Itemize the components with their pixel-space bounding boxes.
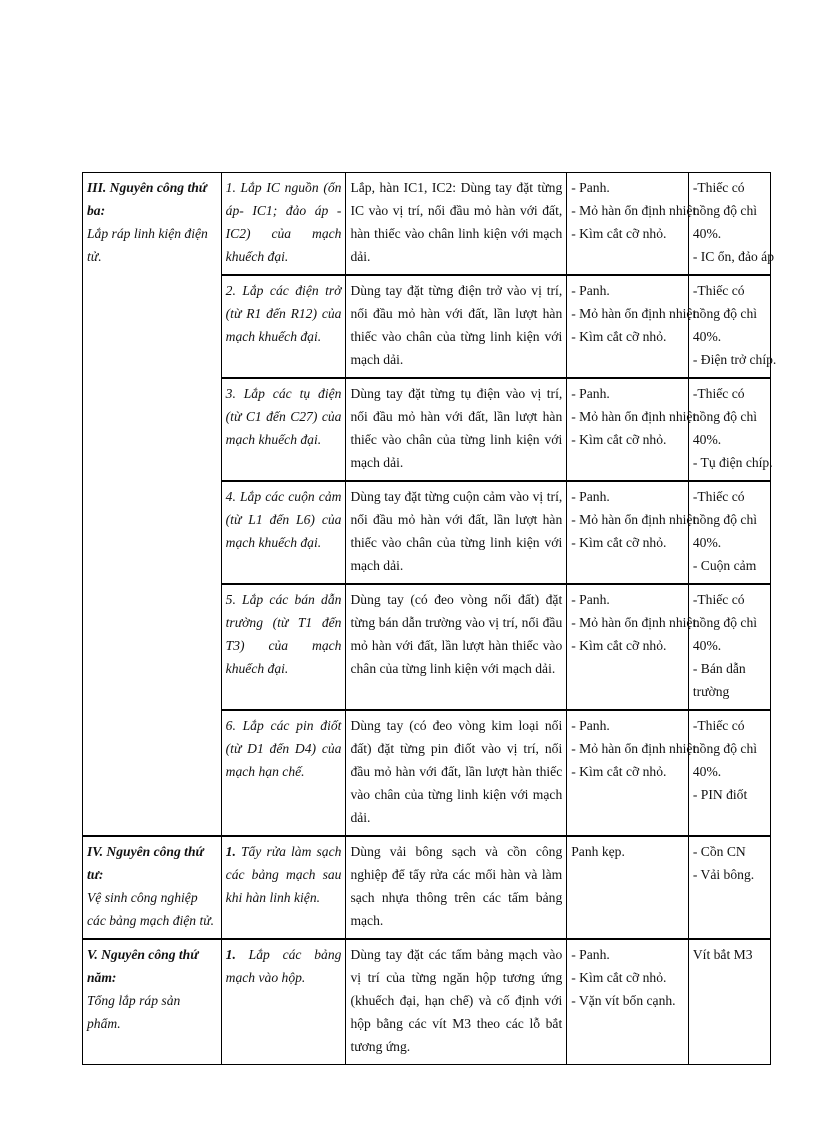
material-item: -Thiếc có nồng độ chì 40%.	[692, 489, 758, 550]
material-item: - IC ổn, đảo áp	[692, 249, 775, 264]
stage-title: V. Nguyên công thứ năm:	[87, 947, 199, 985]
step-cell	[221, 836, 346, 939]
tool-item: - Mỏ hàn ổn định nhiệt.	[571, 306, 700, 321]
tool-item: - Mỏ hàn ổn định nhiệt.	[571, 203, 700, 218]
description-cell: Dùng vải bông sạch và cồn công nghiệp để tẩy rửa các mối hàn và làm sạch nhựa thông trên các tấm bảng mạch.	[346, 836, 567, 939]
step-text: Lắp các bảng mạch vào hộp.	[225, 947, 342, 985]
materials-cell	[688, 275, 777, 378]
materials-cell	[688, 939, 770, 1065]
table-row	[83, 939, 771, 1065]
step-cell	[221, 939, 346, 1065]
stage-cell	[83, 939, 222, 1065]
tool-item: Panh kẹp.	[571, 844, 625, 859]
tool-item: - Vặn vít bốn cạnh.	[571, 993, 676, 1008]
description-cell: Lắp, hàn IC1, IC2: Dùng tay đặt từng IC vào vị trí, nối đầu mỏ hàn với đất, hàn thiếc vào chân linh kiện với mạch dải.	[346, 173, 567, 276]
tool-item: - Kìm cắt cỡ nhỏ.	[571, 432, 667, 447]
tool-item: - Kìm cắt cỡ nhỏ.	[571, 764, 667, 779]
tool-item: - Mỏ hàn ổn định nhiệt.	[571, 409, 700, 424]
material-item: - Tụ điện chíp.	[692, 455, 773, 470]
tool-item: - Panh.	[571, 947, 610, 962]
materials-cell	[688, 481, 770, 584]
tools-cell	[567, 584, 700, 710]
tool-item: - Panh.	[571, 180, 610, 195]
materials-cell	[688, 710, 770, 836]
tool-item: - Panh.	[571, 718, 610, 733]
process-table	[82, 172, 777, 1065]
tool-item: - Kìm cắt cỡ nhỏ.	[571, 535, 667, 550]
tools-cell	[567, 939, 689, 1065]
tool-item: - Mỏ hàn ổn định nhiệt.	[571, 741, 700, 756]
material-item: -Thiếc có nồng độ chì 40%.	[692, 180, 758, 241]
step-cell: 1. Lắp IC nguồn (ổn áp- IC1; đảo áp - IC2) của mạch khuếch đại.	[221, 173, 346, 276]
step-cell: 3. Lắp các tụ điện (từ C1 đến C27) của mạch khuếch đại.	[221, 378, 346, 481]
stage-cell	[83, 173, 222, 837]
material-item: - PIN điốt	[692, 787, 748, 802]
material-item: - Bán dẫn trường	[692, 661, 746, 699]
material-item: -Thiếc có nồng độ chì 40%.	[692, 386, 758, 447]
step-cell: 2. Lắp các điện trở (từ R1 đến R12) của mạch khuếch đại.	[221, 275, 346, 378]
tool-item: - Kìm cắt cỡ nhỏ.	[571, 329, 667, 344]
materials-cell	[688, 836, 770, 939]
stage-cell	[83, 836, 222, 939]
tool-item: - Kìm cắt cỡ nhỏ.	[571, 638, 667, 653]
description-cell: Dùng tay đặt từng điện trở vào vị trí, nối đầu mỏ hàn với đất, lần lượt hàn thiếc vào chân của từng linh kiện với mạch dải.	[346, 275, 567, 378]
tool-item: - Kìm cắt cỡ nhỏ.	[571, 226, 667, 241]
step-text: Tẩy rửa làm sạch các bảng mạch sau khi hàn linh kiện.	[225, 844, 342, 905]
materials-cell	[688, 173, 775, 276]
tool-item: - Mỏ hàn ổn định nhiệt.	[571, 512, 700, 527]
tool-item: - Panh.	[571, 489, 610, 504]
tools-cell	[567, 481, 700, 584]
stage-subtitle: Vệ sinh công nghiệp các bảng mạch điện tử.	[87, 890, 215, 928]
material-item: -Thiếc có nồng độ chì 40%.	[692, 283, 758, 344]
tool-item: - Panh.	[571, 386, 610, 401]
materials-cell	[688, 378, 773, 481]
table-row	[83, 173, 771, 276]
description-cell: Dùng tay đặt từng cuộn cảm vào vị trí, nối đầu mỏ hàn với đất, lần lượt hàn thiếc vào chân của từng linh kiện với mạch dải.	[346, 481, 567, 584]
material-item: - Điện trở chíp.	[692, 352, 777, 367]
stage-title: IV. Nguyên công thứ tư:	[87, 844, 204, 882]
tools-cell	[567, 378, 700, 481]
step-cell: 5. Lắp các bán dẫn trường (từ T1 đến T3) của mạch khuếch đại.	[221, 584, 346, 710]
description-cell: Dùng tay (có đeo vòng kim loại nối đất) đặt từng pin điốt vào vị trí, nối đầu mỏ hàn với đất, lần lượt hàn thiếc vào chân của từng linh kiện với mạch dải.	[346, 710, 567, 836]
material-item: - Cồn CN	[692, 844, 746, 859]
tool-item: - Panh.	[571, 592, 610, 607]
description-cell: Dùng tay đặt các tấm bảng mạch vào vị trí của từng ngăn hộp tương ứng (khuếch đại, hạn chế) và cố định với hộp bằng các vít M3 theo các lỗ bắt tương ứng.	[346, 939, 567, 1065]
step-cell: 4. Lắp các cuộn cảm (từ L1 đến L6) của mạch khuếch đại.	[221, 481, 346, 584]
tools-cell	[567, 275, 700, 378]
tools-cell	[567, 710, 700, 836]
table-row	[83, 836, 771, 939]
material-item: - Cuộn cảm	[692, 558, 757, 573]
tools-cell	[567, 173, 700, 276]
material-item: - Vải bông.	[692, 867, 755, 882]
tool-item: - Panh.	[571, 283, 610, 298]
step-number: 1.	[225, 947, 236, 962]
step-cell: 6. Lắp các pin điốt (từ D1 đến D4) của mạch hạn chế.	[221, 710, 346, 836]
stage-subtitle: Tổng lắp ráp sản phẩm.	[87, 993, 181, 1031]
material-item: -Thiếc có nồng độ chì 40%.	[692, 592, 758, 653]
tool-item: - Mỏ hàn ổn định nhiệt.	[571, 615, 700, 630]
tool-item: - Kìm cắt cỡ nhỏ.	[571, 970, 667, 985]
material-item: Vít bắt M3	[692, 947, 753, 962]
materials-cell	[688, 584, 770, 710]
description-cell: Dùng tay (có đeo vòng nối đất) đặt từng bán dẫn trường vào vị trí, nối đầu mỏ hàn với đất, lần lượt hàn thiếc vào chân của từng linh kiện với mạch dải.	[346, 584, 567, 710]
stage-subtitle: Lắp ráp linh kiện điện tử.	[87, 226, 208, 264]
step-number: 1.	[225, 844, 236, 859]
description-cell: Dùng tay đặt từng tụ điện vào vị trí, nối đầu mỏ hàn với đất, lần lượt hàn thiếc vào chân của từng linh kiện với mạch dải.	[346, 378, 567, 481]
tools-cell	[567, 836, 689, 939]
material-item: -Thiếc có nồng độ chì 40%.	[692, 718, 758, 779]
stage-title: III. Nguyên công thứ ba:	[87, 180, 207, 218]
